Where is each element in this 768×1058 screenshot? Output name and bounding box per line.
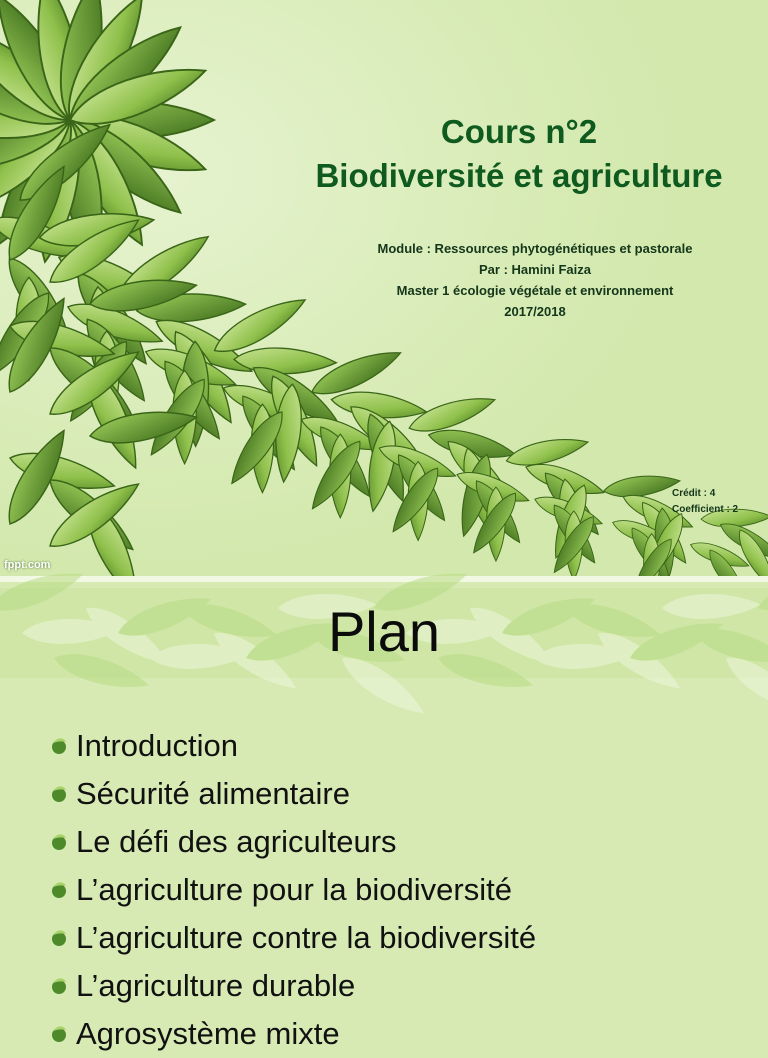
list-item-text: Agrosystème mixte (76, 1016, 340, 1051)
list-item-text: L’agriculture contre la biodiversité (76, 920, 537, 955)
credit-text: Crédit : 4 (672, 488, 716, 499)
list-item (48, 818, 536, 866)
list-item (48, 1010, 536, 1058)
plan-slide (0, 576, 768, 1051)
list-item (48, 914, 536, 962)
coefficient-text: Coefficient : 2 (672, 504, 739, 515)
list-item (48, 962, 536, 1010)
slide-title-line1: Cours n°2 (440, 113, 598, 150)
list-item (48, 866, 536, 914)
leaf-bullet-icon (48, 735, 70, 757)
plan-list (48, 722, 536, 1058)
leaf-bullet-icon (48, 1023, 70, 1045)
list-item-text: L’agriculture pour la biodiversité (76, 872, 512, 907)
credit-block (672, 486, 738, 518)
leaf-bullet-icon (48, 927, 70, 949)
leaf-bullet-icon (48, 831, 70, 853)
leaf-bullet-icon (48, 975, 70, 997)
list-item (48, 770, 536, 818)
list-item-text: L’agriculture durable (76, 968, 356, 1003)
leaf-bullet-icon (48, 783, 70, 805)
list-item (48, 722, 536, 770)
slide-title-line2: Biodiversité et agriculture (315, 157, 723, 194)
author-text: Par : Hamini Faiza (479, 262, 591, 277)
watermark: fppt.com (4, 559, 51, 571)
program-text: Master 1 écologie végétale et environnement (396, 283, 674, 298)
list-item-text: Introduction (76, 728, 238, 763)
plan-title: Plan (327, 600, 441, 663)
leaf-bullet-icon (48, 879, 70, 901)
list-item-text: Sécurité alimentaire (76, 776, 350, 811)
list-item-text: Le défi des agriculteurs (76, 824, 397, 859)
title-block (270, 110, 768, 198)
year-text: 2017/2018 (504, 304, 566, 319)
course-info (330, 238, 740, 322)
module-text: Module : Ressources phytogénétiques et pastorale (377, 241, 693, 256)
